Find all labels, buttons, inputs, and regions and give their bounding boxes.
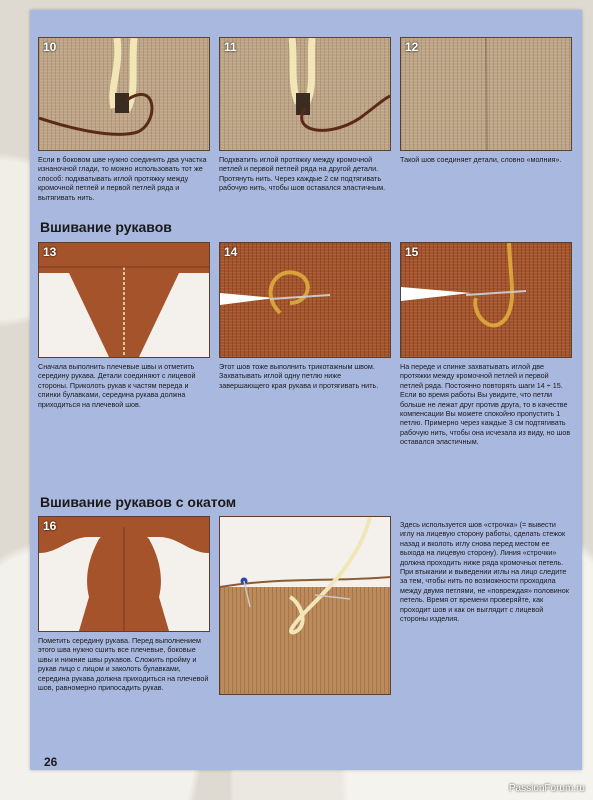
step-number: 14: [224, 245, 238, 259]
step-12-caption: Такой шов соединяет детали, словно «молния».: [400, 155, 562, 164]
step-11-illustration: [220, 38, 390, 150]
step-16-illustration: [39, 517, 209, 631]
step-17-photo: [219, 516, 391, 695]
section-heading-sleeves-cap: Вшивание рукавов с окатом: [40, 494, 237, 510]
step-12-illustration: [401, 38, 571, 150]
step-14-caption: Этот шов тоже выполнить трикотажным швом. Захватывать иглой одну петлю ниже завершающего края рукава и протягивать нить.: [219, 362, 379, 390]
site-watermark[interactable]: PassionForum.ru: [508, 783, 585, 794]
step-number: 10: [43, 40, 57, 54]
step-number: 11: [224, 40, 237, 54]
step-10-caption: Если в боковом шве нужно соединить два участка изнаночной глади, то можно использовать тот же способ: подхватывать иглой протяжку между кромочной петлей и первой петлей ряда и вытягивать нить.: [38, 155, 207, 202]
step-12-photo: [400, 37, 572, 151]
step-number: 13: [43, 245, 57, 259]
step-17-illustration: [220, 517, 390, 694]
step-15-photo: [400, 242, 572, 358]
section-heading-sleeves: Вшивание рукавов: [40, 219, 172, 235]
step-13-illustration: [39, 243, 209, 357]
step-10-photo: [38, 37, 210, 151]
step-number: 16: [43, 519, 57, 533]
step-13-caption: Сначала выполнить плечевые швы и отметить середину рукава. Детали соединяют с лицевой стороны. Приколоть рукав к частям переда и спинки булавками, середина рукава должна приходиться на плечевой шов.: [38, 362, 196, 409]
step-11-photo: [219, 37, 391, 151]
page-number: 26: [44, 755, 58, 769]
step-number: 12: [405, 40, 419, 54]
step-15-illustration: [401, 243, 571, 357]
step-15-caption: На переде и спинке захватывать иглой две протяжки между кромочной петлей и первой петлей ряда. Постоянно повторять шаги 14 ÷ 15. Если во время работы Вы увидите, что петли больше не лежат друг против друга, то в качестве компенсации Вы можете спокойно пропустить 1 петлю. Примерно через каждые 3 см подтягивать рабочую нить, чтобы она исчезала из виду, но шов оставался эластичным.: [400, 362, 571, 447]
side-caption: Здесь используется шов «строчка» (= вывести иглу на лицевую сторону работы, сделать стежок назад и вколоть иглу снова перед местом ее выхода на лицевую сторону). Линия «строчки» должна проходить ниже ряда кромочных петель. При втыкании и выведении иглы на лицо следите за тем, чтобы нить по возможности проходила между двумя петлями, не «повреждая» половинок петель. Время от времени проверяйте, как проходит шов и как он выглядит с лицевой стороны изделия.: [400, 520, 569, 624]
step-14-illustration: [220, 243, 390, 357]
step-14-photo: [219, 242, 391, 358]
step-11-caption: Подхватить иглой протяжку между кромочной петлей и первой петлей ряда на другой детали. Протянуть нить. Через каждые 2 см подтягивать рабочую нить, чтобы шов оставался эластичным.: [219, 155, 386, 193]
step-16-photo: [38, 516, 210, 632]
step-13-photo: [38, 242, 210, 358]
step-number: 15: [405, 245, 419, 259]
step-16-caption: Пометить середину рукава. Перед выполнением этого шва нужно сшить все плечевые, боковые швы и нижние швы рукавов. Сложить пройму и рукав лицо с лицом и заколоть булавками, середина рукава должна приходиться на плечевой шов, равномерно припосадить рукав.: [38, 636, 209, 693]
step-10-illustration: [39, 38, 209, 150]
